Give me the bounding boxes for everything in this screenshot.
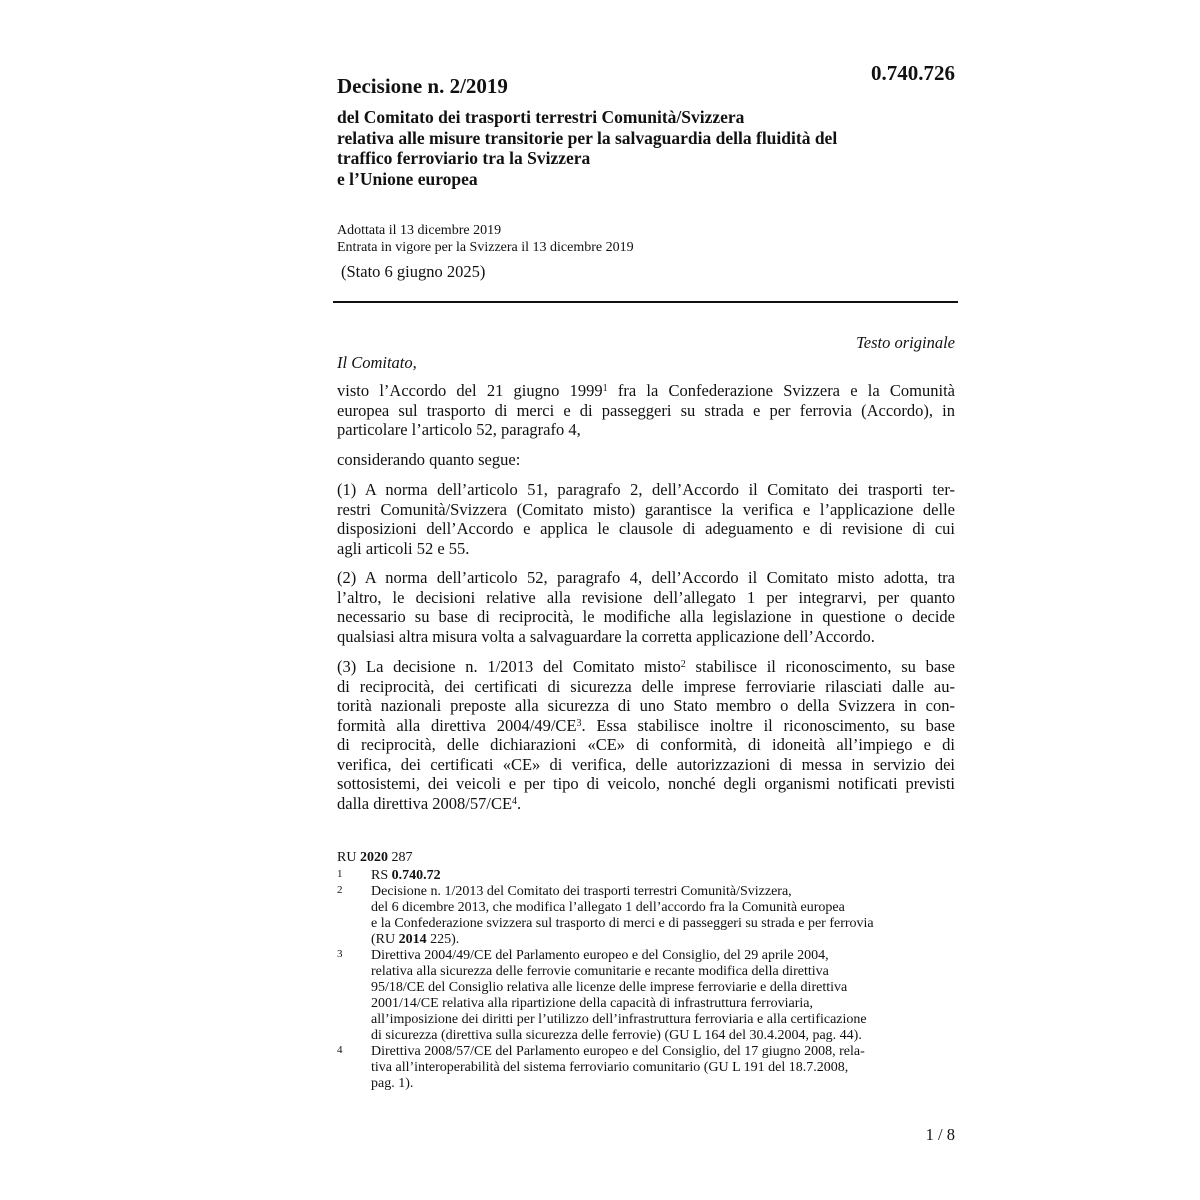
footnote-line: tiva all’interoperabilità del sistema ferroviario comunitario (GU L 191 del 18.7.2008, — [371, 1060, 849, 1075]
text-line: (1) A norma dell’articolo 51, paragrafo 2, dell’Accordo il Comitato dei trasporti ter- — [337, 480, 955, 499]
text-line: qualsiasi altra misura volta a salvaguardare la corretta applicazione dell’Accordo. — [337, 626, 875, 646]
footnote-line: Direttiva 2008/57/CE del Parlamento europeo e del Consiglio, del 17 giugno 2008, rela- — [371, 1044, 865, 1059]
text-line: (3) La decisione n. 1/2013 del Comitato misto$^2$ stabilisce il riconoscimento, su base — [337, 657, 955, 676]
subtitle-line: del Comitato dei trasporti terrestri Comunità/Svizzera — [337, 107, 745, 127]
text-line: restri Comunità/Svizzera (Comitato misto) garantisce la verifica e l’applicazione delle — [337, 499, 955, 519]
footnote-ref-1[interactable]: 1 — [602, 383, 608, 394]
text-line: dalla direttiva $2008/57/CE^4$. — [337, 793, 522, 813]
footnote-line: Decisione n. 1/2013 del Comitato dei trasporti terrestri Comunità/Svizzera, — [371, 884, 792, 899]
document-subtitle — [337, 107, 955, 189]
footnote-line: RS 0.740.72 — [371, 868, 441, 883]
text-line: particolare l’articolo 52, paragrafo 4, — [337, 420, 581, 439]
considerando-paragraph — [337, 450, 955, 470]
text-line: sottosistemi, dei veicoli e per tipo di veicolo, nonché degli organismi notificati previsti — [337, 774, 955, 793]
footnote-line: relativa alla sicurezza delle ferrovie comunitarie e recante modifica della direttiva — [371, 964, 829, 979]
page-title: Decisione n. 2/2019 — [337, 74, 508, 98]
paragraph-3 — [337, 657, 955, 813]
text-line: di reciprocità, delle dichiarazioni «CE» di conformità, di idoneità all’impiego e di — [337, 735, 955, 754]
footnote-ref-3[interactable]: 3 — [576, 717, 582, 729]
footnote — [337, 868, 957, 884]
sr-number: 0.740.726 — [871, 61, 955, 85]
text-line: agli articoli 52 e 55. — [337, 538, 470, 558]
adopted-date: Adottata il 13 dicembre 2019 — [337, 223, 502, 238]
page-number: 1 / 8 — [925, 1125, 955, 1144]
footnote-number: 1 — [337, 868, 343, 880]
footnote-ref-2[interactable]: 2 — [680, 659, 686, 670]
footnote — [337, 1044, 957, 1092]
text-line: disposizioni dell’Accordo e applica le clausole di adeguamento e di revisione di cui — [337, 519, 955, 538]
footnotes — [337, 868, 957, 1092]
text-line: verifica, dei certificati «CE» di verifica, delle autorizzazioni di messa in servizio dei — [337, 754, 955, 774]
footnote-ref-4[interactable]: 4 — [512, 795, 518, 807]
text-line: (2) A norma dell’articolo 52, paragrafo 4, dell’Accordo il Comitato misto adotta, tra — [337, 568, 955, 587]
footnote-line: 2001/14/CE relativa alla ripartizione della capacità di infrastruttura ferroviaria, — [371, 996, 813, 1011]
footnote — [337, 948, 957, 1044]
text-line: considerando quanto segue: — [337, 450, 521, 469]
text-line: l’altro, le decisioni relative alla revisione dell’allegato 1 per integrarvi, per quanto — [337, 587, 955, 607]
footnote-line: 95/18/CE del Consiglio relativa alle licenze delle imprese ferroviarie e della direttiva — [371, 980, 848, 995]
footnote — [337, 884, 957, 948]
visto-paragraph — [337, 381, 955, 440]
subtitle-line: e l’Unione europea — [337, 168, 478, 189]
footnote-line: di sicurezza (direttiva sulla sicurezza delle ferrovie) (GU L 164 del 30.4.2004, pag. 44). — [371, 1028, 862, 1043]
in-force-date: Entrata in vigore per la Svizzera il 13 dicembre 2019 — [337, 239, 634, 255]
adoption-info — [337, 223, 634, 256]
footnote-line: all’imposizione dei diritti per l’utilizzo dell’infrastruttura ferroviaria e alla certificazione — [371, 1012, 867, 1027]
footnote-number: 4 — [337, 1044, 343, 1056]
subtitle-line: traffico ferroviario tra la Svizzera — [337, 148, 591, 168]
footnote-line: pag. 1). — [371, 1076, 414, 1091]
status-date: (Stato 6 giugno 2025) — [341, 262, 486, 281]
text-line: torità nazionali preposte alla sicurezza di uno Stato membro o della Svizzera in con- — [337, 696, 955, 715]
text-line: formità alla direttiva $2004/49/CE^3$. Essa stabilisce inoltre il riconoscimento, su base — [337, 715, 955, 735]
footnote-number: 2 — [337, 884, 343, 896]
text-line: visto l’Accordo del 21 giugno 1999$^1$ fra la Confederazione Svizzera e la Comunità — [337, 381, 956, 400]
footnote-number: 3 — [337, 948, 343, 960]
text-line: necessario su base di reciprocità, le modifiche alla legislazione in questione o decide — [337, 607, 955, 626]
text-line: di reciprocità, dei certificati di sicurezza delle imprese ferroviarie rilasciati dalle au- — [337, 676, 955, 696]
footnote-line: e la Confederazione svizzera sul trasporto di merci e di passeggeri su strada e per ferrovia — [371, 916, 874, 931]
ru-reference: RU 2020 287 — [337, 850, 413, 865]
footnote-line: (RU 2014 225). — [371, 932, 460, 947]
footnote-line: del 6 dicembre 2013, che modifica l’allegato 1 dell’accordo fra la Comunità europea — [371, 900, 845, 915]
header-divider — [333, 301, 958, 303]
footnote-line: Direttiva 2004/49/CE del Parlamento europeo e del Consiglio, del 29 aprile 2004, — [371, 948, 829, 963]
paragraph-1 — [337, 480, 955, 558]
text-line: europea sul trasporto di merci e di passeggeri su strada e per ferrovia (Accordo), in — [337, 400, 955, 420]
subtitle-line: relativa alle misure transitorie per la salvaguardia della fluidità del — [337, 127, 838, 148]
committee-heading: Il Comitato, — [337, 353, 417, 372]
paragraph-2 — [337, 568, 955, 646]
original-text-label: Testo originale — [856, 333, 955, 352]
